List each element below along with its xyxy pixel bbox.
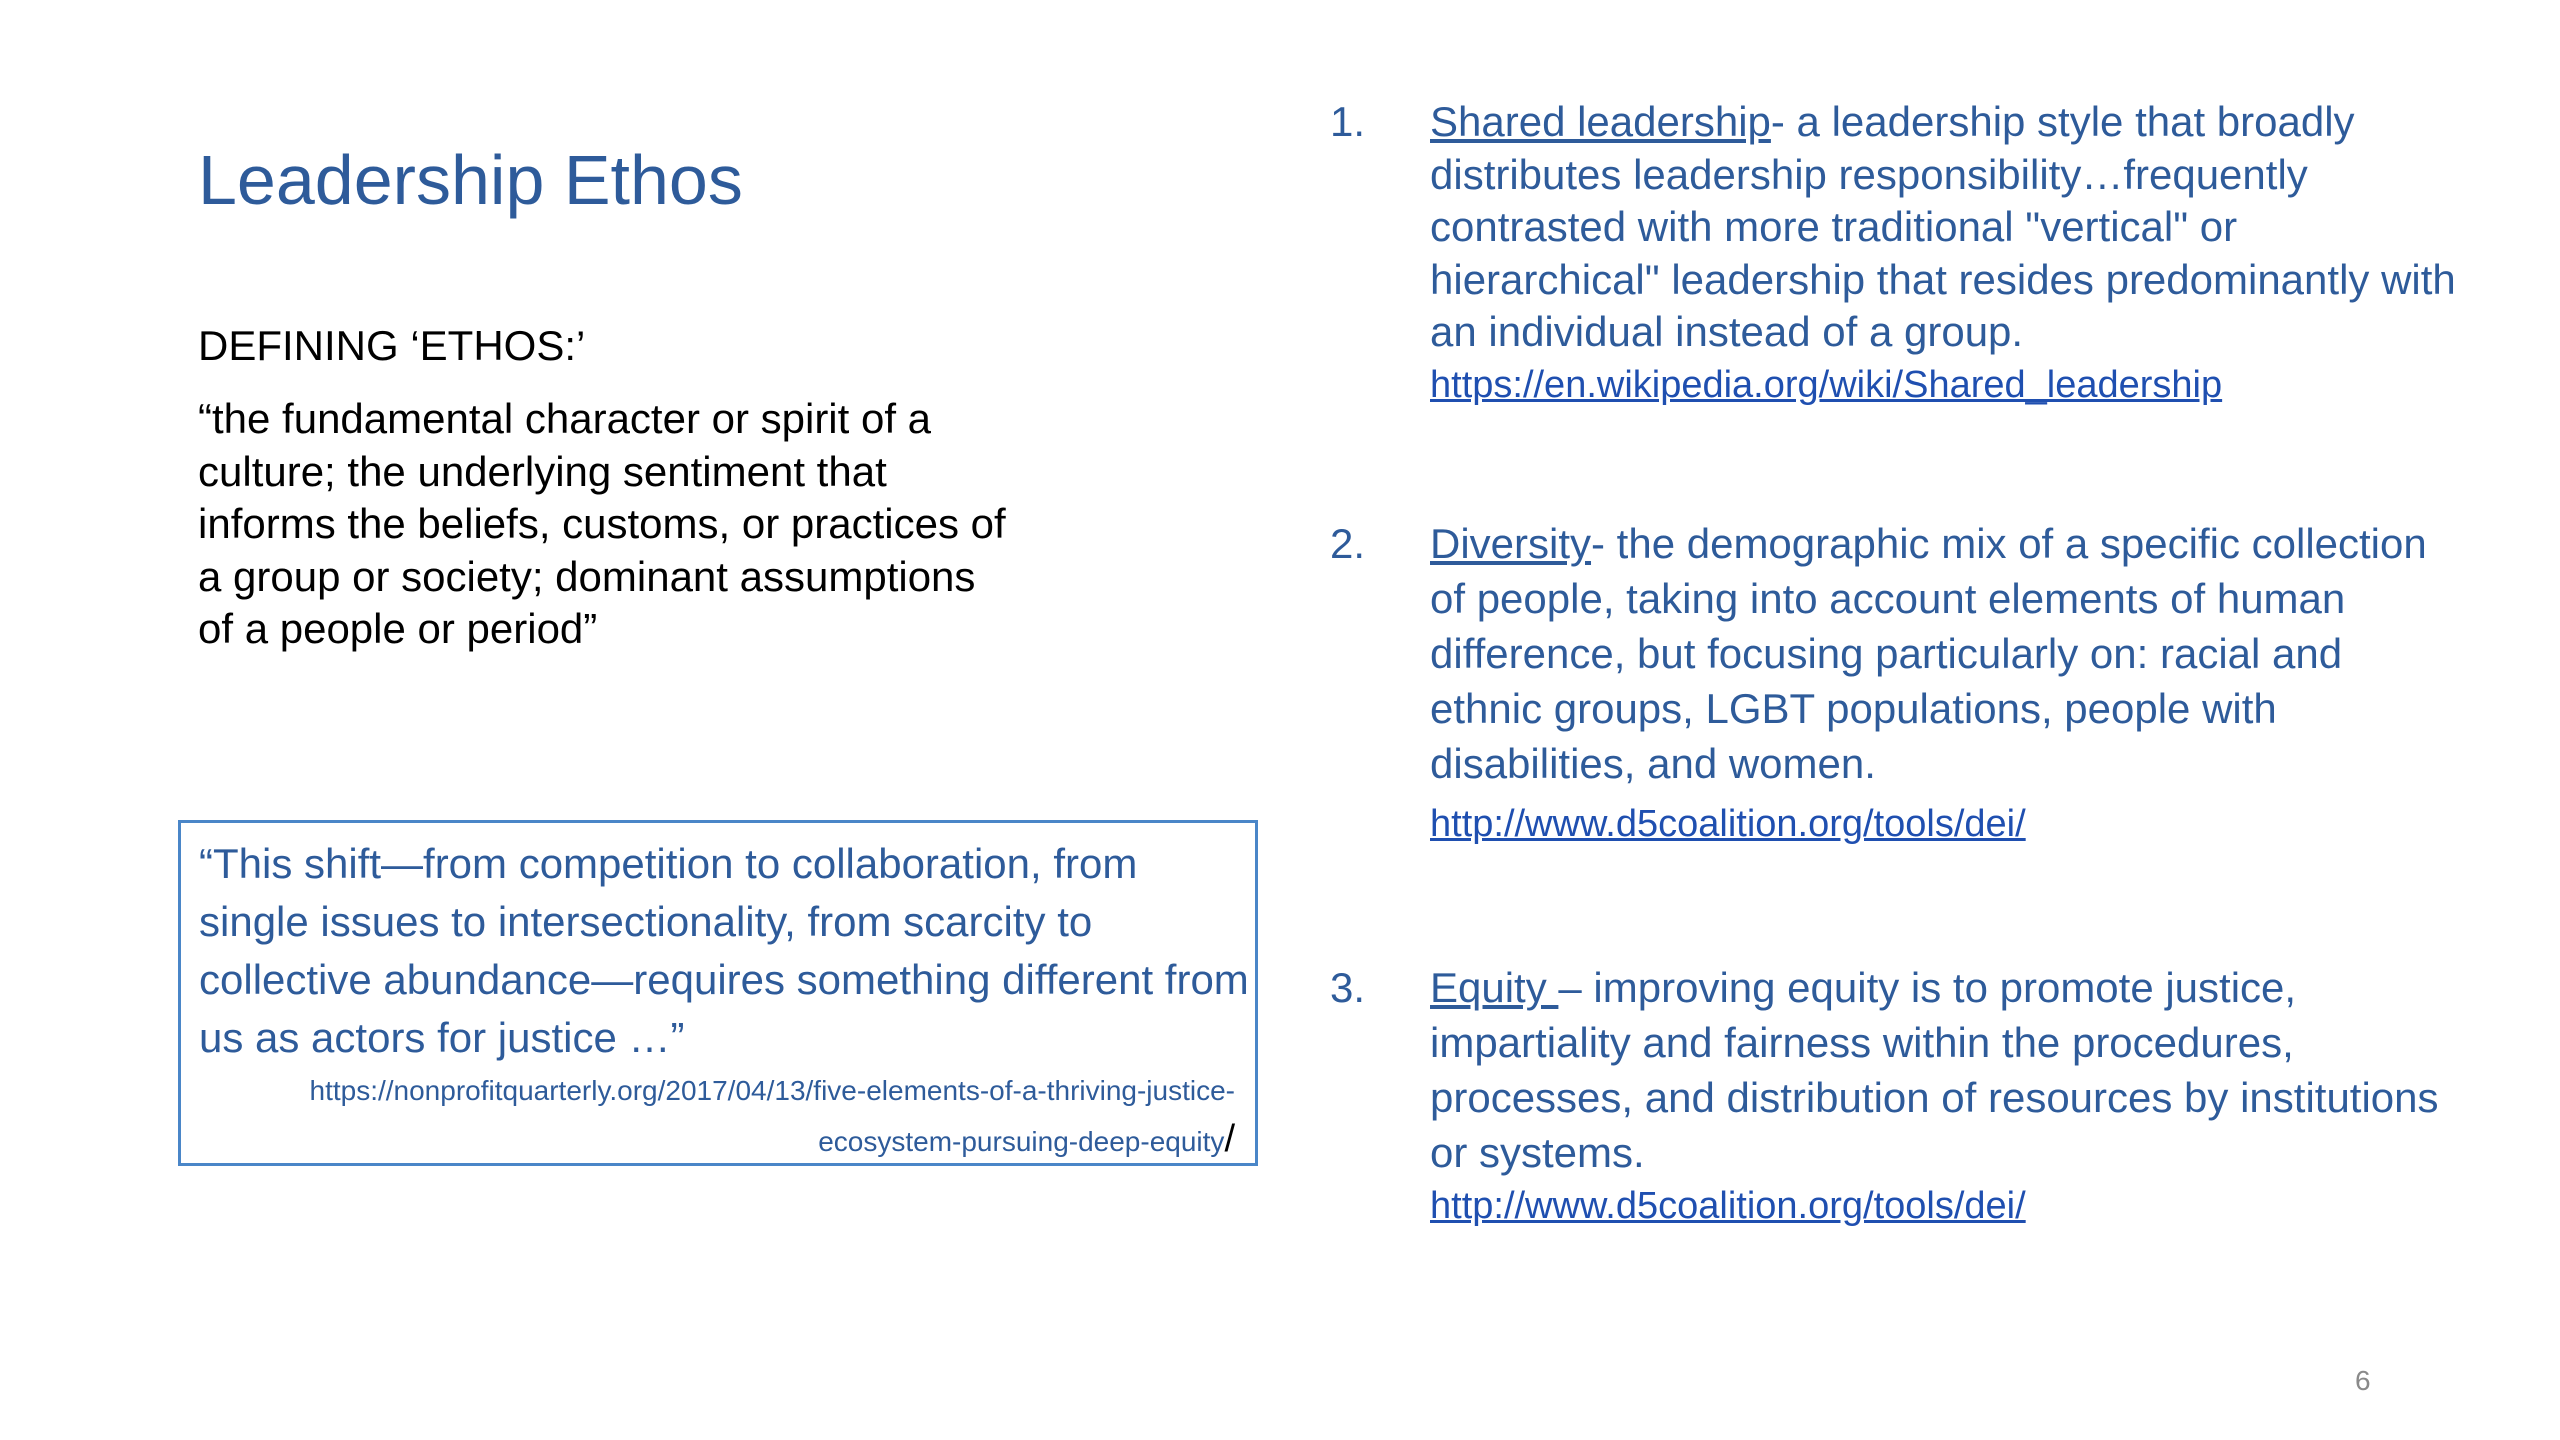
- term-shared-leadership[interactable]: Shared leadership: [1430, 98, 1771, 145]
- quote-text: “This shift—from competition to collaboration, from single issues to intersectionality, from scarcity to collective abundance—requires something different from us as actors for justice …”: [199, 840, 1249, 1061]
- list-body: [1430, 516, 2460, 852]
- list-number: 3.: [1330, 964, 1366, 1011]
- term-diversity[interactable]: Diversity: [1430, 520, 1592, 567]
- definition-heading: DEFINING ‘ETHOS:’: [198, 322, 586, 369]
- slide-title: Leadership Ethos: [198, 141, 743, 219]
- quote-source-url[interactable]: https://nonprofitquarterly.org/2017/04/13/five-elements-of-a-thriving-justice-ecosystem-pursuing-deep-equity: [309, 1075, 1235, 1157]
- list-number: 2.: [1330, 520, 1366, 567]
- link-shared-leadership[interactable]: https://en.wikipedia.org/wiki/Shared_leadership: [1430, 363, 2223, 406]
- quote-source-slash: /: [1224, 1118, 1235, 1160]
- description-diversity: - the demographic mix of a specific collection of people, taking into account elements of human difference, but focusing particularly on: racial and ethnic groups, LGBT populations, people with disabilities, and women.: [1430, 520, 2427, 787]
- list-body: [1430, 960, 2460, 1232]
- description-shared-leadership: - a leadership style that broadly distributes leadership responsibility…frequently contrasted with more traditional "vertical" or hierarchical" leadership that resides predominantly with an individual instead of a group.: [1430, 98, 2456, 355]
- quote-source: [195, 1067, 1235, 1166]
- link-diversity[interactable]: http://www.d5coalition.org/tools/dei/: [1430, 803, 2026, 845]
- list-body: [1430, 96, 2460, 411]
- page-number: 6: [2355, 1365, 2371, 1396]
- link-equity[interactable]: http://www.d5coalition.org/tools/dei/: [1430, 1185, 2026, 1227]
- list-number: 1.: [1330, 98, 1366, 145]
- term-equity[interactable]: Equity: [1430, 964, 1559, 1011]
- description-equity: – improving equity is to promote justice, impartiality and fairness within the procedures, processes, and distribution of resources by institutions or systems.: [1430, 964, 2439, 1176]
- quote-box: [178, 820, 1258, 1166]
- definition-text: “the fundamental character or spirit of a culture; the underlying sentiment that informs the beliefs, customs, or practices of a group or society; dominant assumptions of a people or period”: [198, 395, 1006, 652]
